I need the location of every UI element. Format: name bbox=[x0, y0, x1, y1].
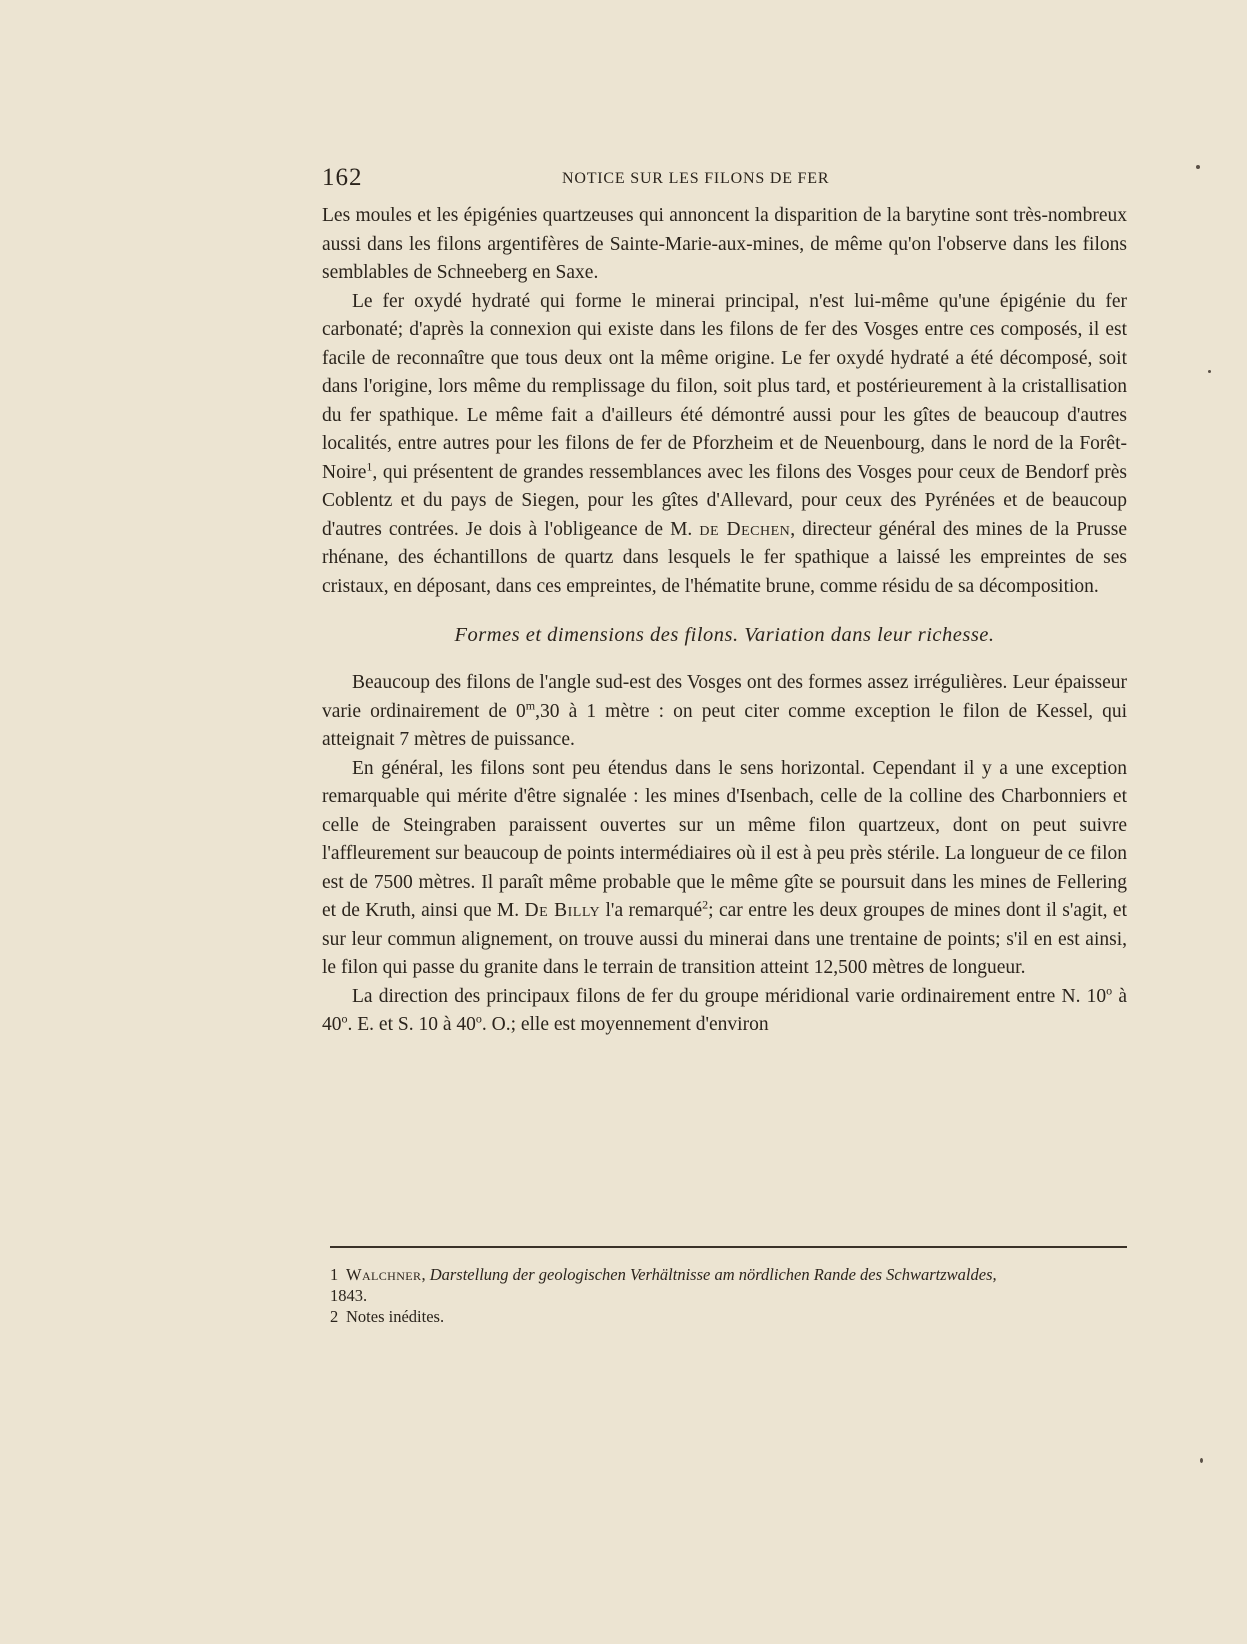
footnote-author: Walchner bbox=[346, 1265, 422, 1284]
footnote-1: 1 Walchner, Darstellung der geologischen Verhältnisse am nördlichen Rande des Schwartzwaldes, 1843. bbox=[330, 1265, 997, 1305]
paragraph-fer-oxyde: Le fer oxydé hydraté qui forme le minerai principal, n'est lui-même qu'une épigénie du fer carbonaté; d'après la connexion qui existe dans les filons de fer des Vosges entre ces composés, il est facile de reconnaître que tous deux ont la même origine. Le fer oxydé hydraté a été décomposé, soit dans l'origine, lors même du remplissage du filon, soit plus tard, et postérieurement à la cristallisation du fer spathique. Le même fait a d'ailleurs été démontré aussi pour les gîtes de beaucoup d'autres localités, entre autres pour les filons de fer de Pforzheim et de Neuenbourg, dans le nord de la Forêt-Noire$^1$, qui présentent de grandes ressemblances avec les filons des Vosges pour ceux de Bendorf près Coblentz et du pays de Siegen, pour les gîtes d'Allevard, pour ceux des Pyrénées et de beaucoup d'autres contrées. Je dois à l'obligeance de M. de Dechen, directeur général des mines de la Prusse rhénane, des échantillons de quartz dans lesquels le fer spathique a laissé les empreintes de ses cristaux, en déposant, dans ces empreintes, de l'hématite brune, comme résidu de sa décomposition. bbox=[322, 290, 1127, 597]
person-name-de-billy: De Billy bbox=[524, 900, 601, 921]
running-title: NOTICE SUR LES FILONS DE FER bbox=[562, 170, 830, 187]
paper-speck-right bbox=[1208, 370, 1211, 373]
paper-speck-bottom-right bbox=[1200, 1458, 1203, 1463]
footnote-text: Notes inédites. bbox=[346, 1307, 445, 1326]
footnote-reference-1[interactable]: 1 bbox=[366, 459, 373, 473]
paper-speck-top-right bbox=[1196, 165, 1200, 169]
footnote-work-title: Darstellung der geologischen Verhältnisse am nördlichen Rande des Schwartzwaldes, bbox=[429, 1265, 997, 1284]
degree-sign: o bbox=[341, 1011, 348, 1026]
footnote-divider bbox=[330, 1246, 1127, 1248]
page-header bbox=[322, 164, 1134, 192]
paragraph-etendue: En général, les filons sont peu étendus dans le sens horizontal. Cependant il y a une exception remarquable qui mérite d'être signalée : les mines d'Isenbach, celle de la colline des Charbonniers et celle de Steingraben paraissent ouvertes sur un même filon quartzeux, dont on peut suivre l'affleurement sur beaucoup de points intermédiaires où il est à peu près stérile. La longueur de ce filon est de 7500 mètres. Il paraît même probable que le même gîte se poursuit dans les mines de Fellering et de Kruth, ainsi que M. De Billy l'a remarqué$^2$; car entre les deux groupes de mines dont il s'agit, et sur leur commun alignement, on trouve aussi du minerai dans une trentaine de points; s'il en est ainsi, le filon qui passe du granite dans le terrain de transition atteint 12,500 mètres de longueur. bbox=[322, 757, 1127, 978]
footnotes bbox=[330, 1264, 1130, 1327]
unit-superscript-m: m bbox=[525, 698, 536, 712]
footnote-2 bbox=[330, 1306, 1130, 1327]
body-text bbox=[322, 202, 1127, 1040]
paragraph-direction: La direction des principaux filons de fer du groupe méridional varie ordinairement entre N. 10$^o$ à 40$^o$. E. et S. 10 à 40$^o$. O.; elle est moyennement d'environ bbox=[322, 983, 1127, 1035]
footnote-year: 1843. bbox=[330, 1286, 368, 1305]
degree-sign: o bbox=[475, 1011, 482, 1026]
section-heading: Formes et dimensions des filons. Variation dans leur richesse. bbox=[454, 624, 995, 646]
degree-sign: o bbox=[1106, 983, 1113, 997]
paragraph-barytine: Les moules et les épigénies quartzeuses qui annoncent la disparition de la barytine sont très-nombreux aussi dans les filons argentifères de Sainte-Marie-aux-mines, de même qu'on l'observe dans les filons semblables de Schneeberg en Saxe. bbox=[322, 205, 1127, 283]
person-name-de-dechen: de Dechen bbox=[699, 518, 791, 540]
footnote-number: 1 bbox=[330, 1265, 339, 1284]
footnote-reference-2[interactable]: 2 bbox=[702, 897, 709, 912]
footnote-number: 2 bbox=[330, 1307, 339, 1326]
paragraph-formes: Beaucoup des filons de l'angle sud-est des Vosges ont des formes assez irrégulières. Leur épaisseur varie ordinairement de 0$^m$,30 à 1 mètre : on peut citer comme exception le filon de Kessel, qui atteignait 7 mètres de puissance. bbox=[322, 672, 1127, 750]
page-number: 162 bbox=[322, 164, 363, 191]
